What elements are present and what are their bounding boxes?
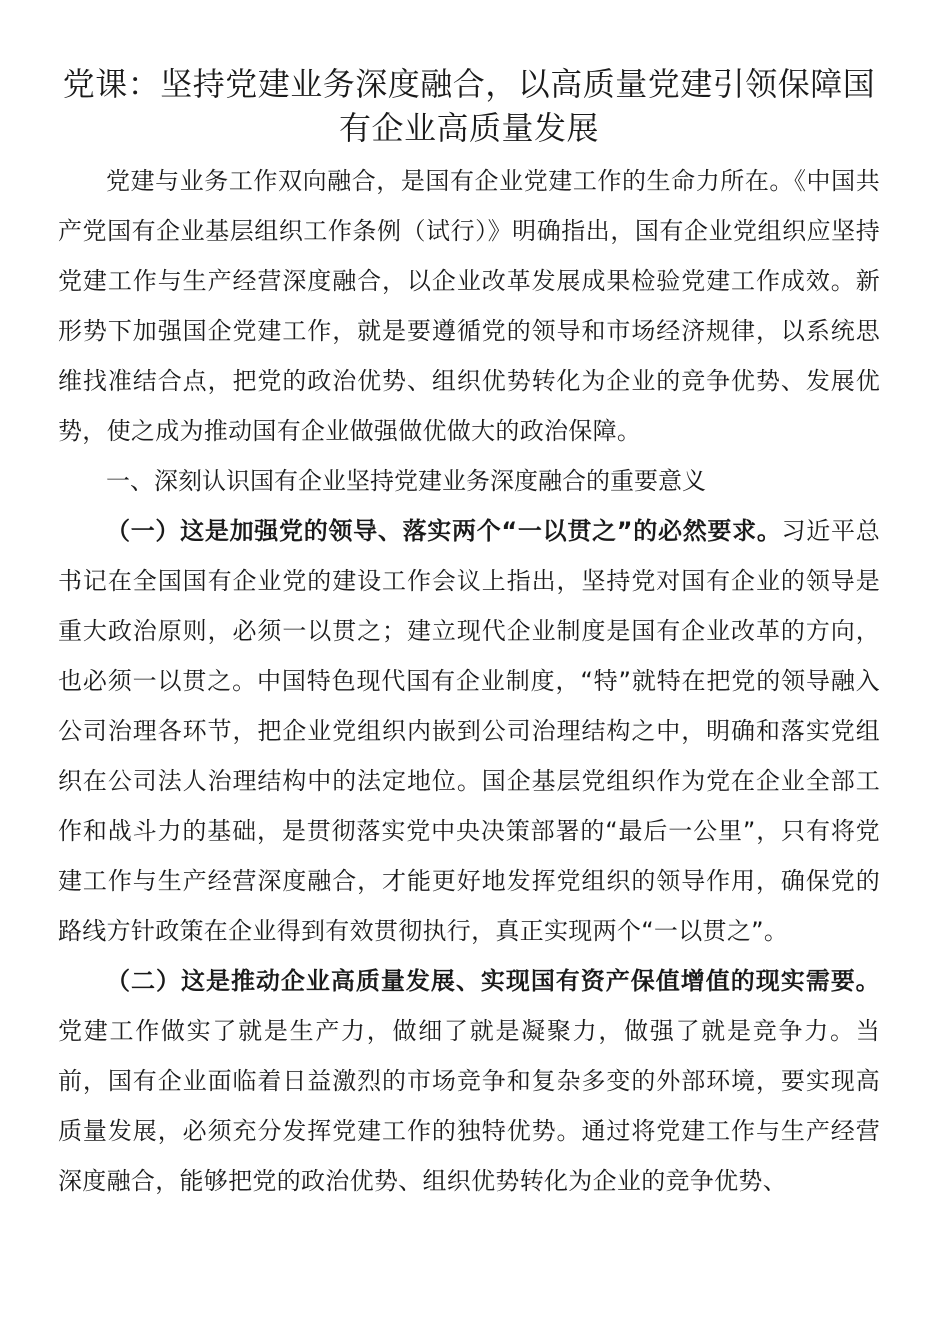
subsection-2-paragraph — [58, 956, 880, 1206]
section-heading: 一、深刻认识国有企业坚持党建业务深度融合的重要意义 — [106, 467, 706, 495]
document-title: 党课：坚持党建业务深度融合，以高质量党建引领保障国有企业高质量发展 — [62, 65, 876, 147]
subsection-2-body: 党建工作做实了就是生产力，做细了就是凝聚力，做强了就是竞争力。当前，国有企业面临着日益激烈的市场竞争和复杂多变的外部环境，要实现高质量发展，必须充分发挥党建工作的独特优势。通过将党建工作与生产经营深度融合，能够把党的政治优势、组织优势转化为企业的竞争优势、 — [58, 1017, 880, 1195]
subsection-1-heading: （一）这是加强党的领导、落实两个“一以贯之”的必然要求。 — [106, 517, 782, 545]
document-page — [58, 62, 880, 1206]
subsection-1-body: 习近平总书记在全国国有企业党的建设工作会议上指出，坚持党对国有企业的领导是重大政治原则，必须一以贯之；建立现代企业制度是国有企业改革的方向，也必须一以贯之。中国特色现代国有企业制度，“特”就特在把党的领导融入公司治理各环节，把企业党组织内嵌到公司治理结构之中，明确和落实党组织在公司法人治理结构中的法定地位。国企基层党组织作为党在企业全部工作和战斗力的基础，是贯彻落实党中央决策部署的“最后一公里”，只有将党建工作与生产经营深度融合，才能更好地发挥党组织的领导作用，确保党的路线方针政策在企业得到有效贯彻执行，真正实现两个“一以贯之”。 — [58, 517, 880, 945]
intro-paragraph: 党建与业务工作双向融合，是国有企业党建工作的生命力所在。《中国共产党国有企业基层组织工作条例（试行）》明确指出，国有企业党组织应坚持党建工作与生产经营深度融合，以企业改革发展成果检验党建工作成效。新形势下加强国企党建工作，就是要遵循党的领导和市场经济规律，以系统思维找准结合点，把党的政治优势、组织优势转化为企业的竞争优势、发展优势，使之成为推动国有企业做强做优做大的政治保障。 — [58, 167, 880, 445]
subsection-1-paragraph — [58, 506, 880, 956]
subsection-2-heading: （二）这是推动企业高质量发展、实现国有资产保值增值的现实需要。 — [106, 967, 880, 995]
